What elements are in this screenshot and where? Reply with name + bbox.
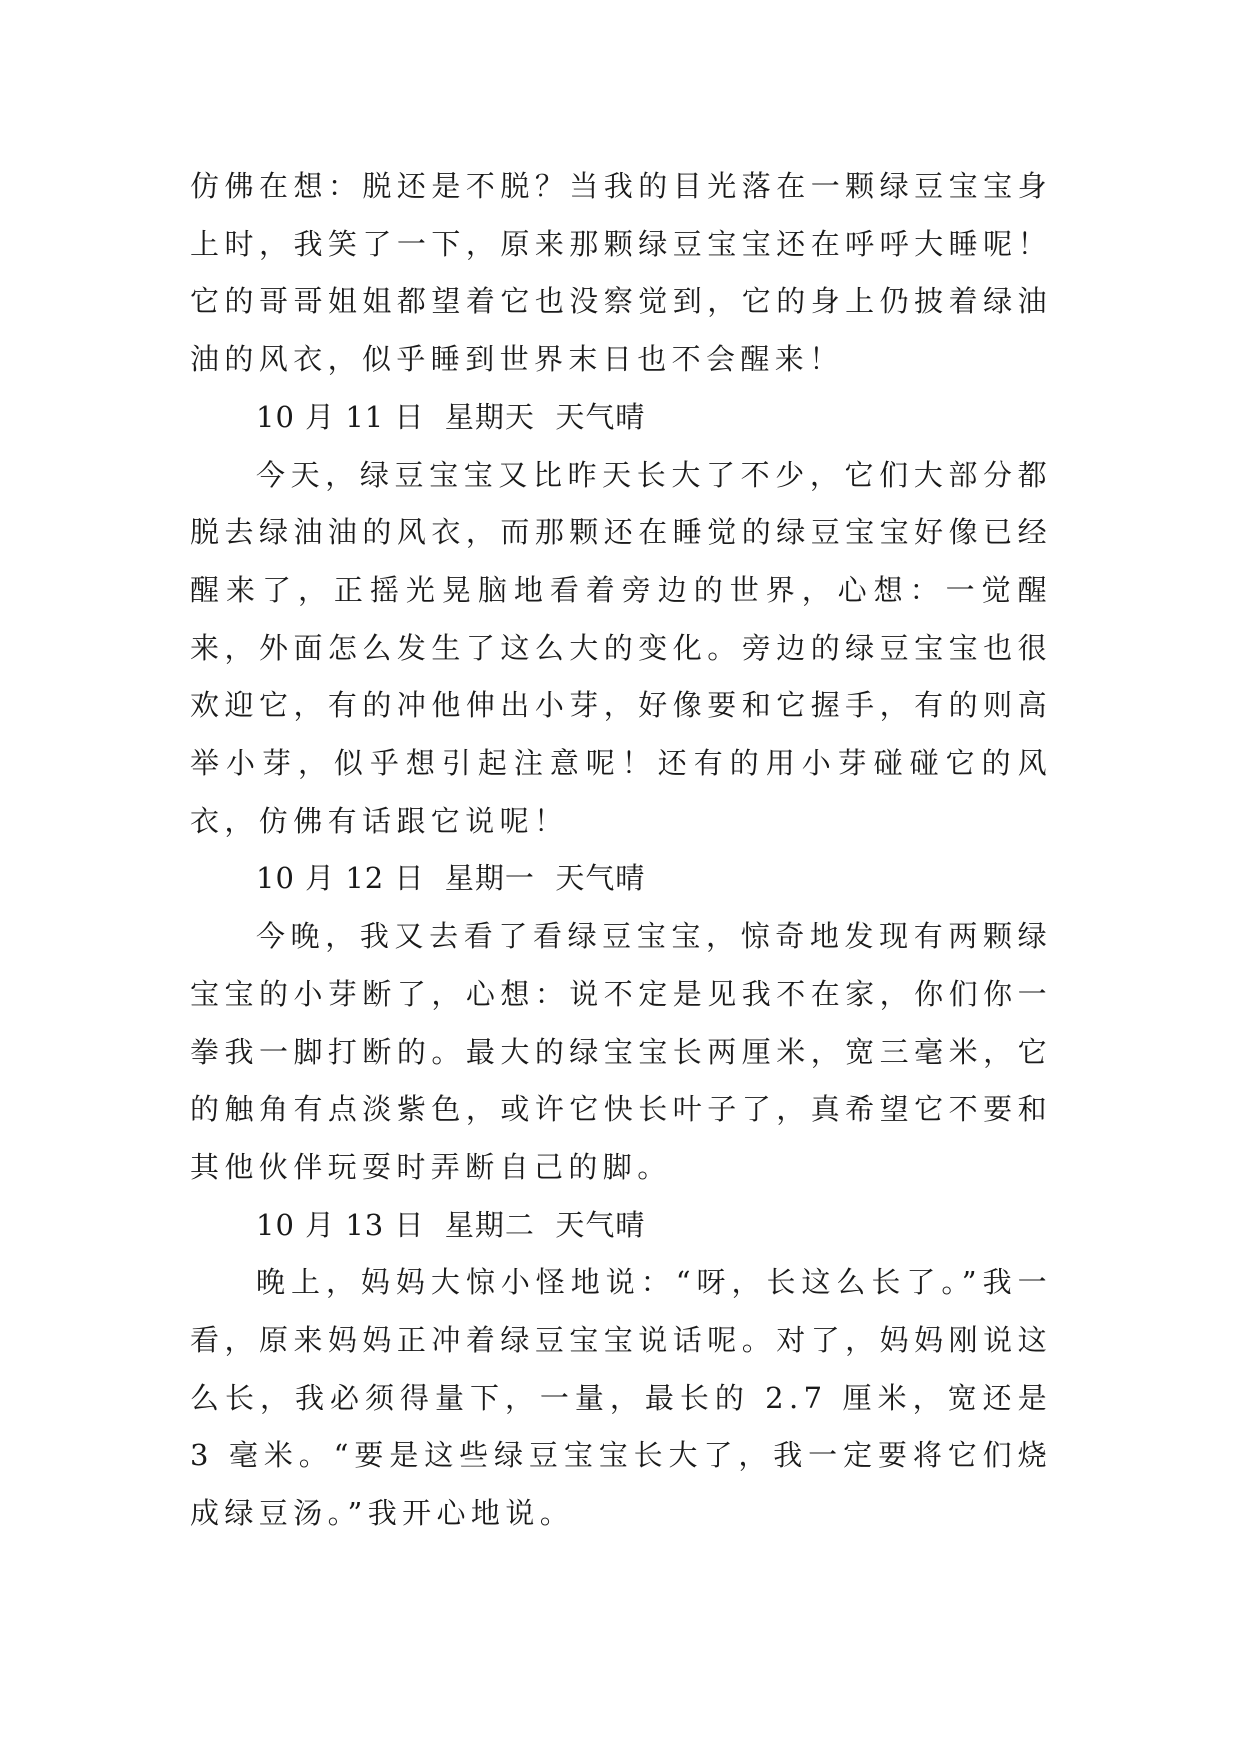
diary-date-oct-11: 10 月 11 日 星期天 天气晴 — [256, 399, 646, 434]
diary-date-oct-13: 10 月 13 日 星期二 天气晴 — [256, 1207, 646, 1242]
paragraph-oct-11: 今天，绿豆宝宝又比昨天长大了不少，它们大部分都脱去绿油油的风衣，而那颗还在睡觉的绿豆宝宝好像已经醒来了，正摇光晃脑地看着旁边的世界，心想：一觉醒来，外面怎么发生了这么大的变化。旁边的绿豆宝宝也很欢迎它，有的冲他伸出小芽，好像要和它握手，有的则高举小芽，似乎想引起注意呢！还有的用小芽碰碰它的风衣，仿佛有话跟它说呢！ — [190, 457, 1052, 838]
paragraph-continued: 仿佛在想：脱还是不脱？当我的目光落在一颗绿豆宝宝身上时，我笑了一下，原来那颗绿豆宝宝还在呼呼大睡呢！它的哥哥姐姐都望着它也没察觉到，它的身上仍披着绿油油的风衣，似乎睡到世界末日也不会醒来！ — [190, 169, 1052, 377]
paragraph-oct-12: 今晚，我又去看了看绿豆宝宝，惊奇地发现有两颗绿宝宝的小芽断了，心想：说不定是见我不在家，你们你一拳我一脚打断的。最大的绿宝宝长两厘米，宽三毫米，它的触角有点淡紫色，或许它快长叶子了，真希望它不要和其他伙伴玩耍时弄断自己的脚。 — [190, 919, 1052, 1184]
paragraph-oct-13: 晚上，妈妈大惊小怪地说：“呀，长这么长了。”我一看，原来妈妈正冲着绿豆宝宝说话呢。对了，妈妈刚说这么长，我必须得量下，一量，最长的 2.7 厘米，宽还是 3 毫米。“要是这些绿豆宝宝长大了，我一定要将它们烧成绿豆汤。”我开心地说。 — [190, 1265, 1052, 1531]
diary-body — [190, 158, 1052, 1543]
diary-date-oct-12: 10 月 12 日 星期一 天气晴 — [256, 861, 646, 896]
